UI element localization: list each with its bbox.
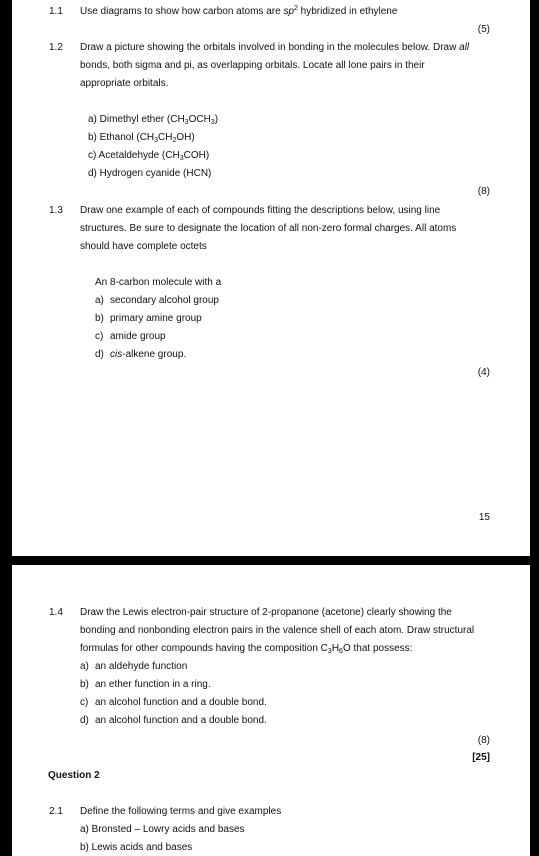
list-letter: d) [80,715,89,726]
question-number: 1.2 [49,42,63,53]
list-letter: a) [80,661,89,672]
page-number: 15 [478,512,490,523]
list-item: d) Hydrogen cyanide (HCN) [88,168,212,179]
list-item: b) Ethanol $(CH_3CH_2OH)$ [88,132,195,144]
question-text: appropriate orbitals. [80,78,169,89]
marks: (8) [477,186,490,197]
list-item: an alcohol function and a double bond. [95,715,267,726]
list-item: secondary alcohol group [110,295,219,306]
marks: (8) [477,735,490,746]
question-text: Draw the Lewis electron-pair structure of 2-propanone (acetone) clearly showing the [80,607,452,618]
question-text: Define the following terms and give examples [80,806,282,817]
list-item: c) Acetaldehyde $(CH_3COH)$ [88,150,210,162]
question-text: Draw a picture showing the orbitals involved in bonding in the molecules below. Draw all [80,42,470,53]
list-letter: d) [95,349,104,360]
question-text: Draw one example of each of compounds fitting the descriptions below, using line [80,205,441,216]
list-item: b) Lewis acids and bases [80,842,193,853]
total-marks: [25] [472,752,490,763]
list-item: an ether function in a ring. [95,679,211,690]
list-item: a) Dimethyl ether $(CH_3OCH_3)$ [88,114,219,126]
marks: (5) [477,24,490,35]
list-item: cis-alkene group. [110,349,187,360]
list-letter: a) [95,295,104,306]
document-page-1 [12,0,530,556]
list-letter: c) [80,697,89,708]
question-text: formulas for other compounds having the composition $C_3H_6O$ that possess: [80,643,413,655]
list-item: an aldehyde function [95,661,188,672]
list-item: an alcohol function and a double bond. [95,697,267,708]
question-text: bonding and nonbonding electron pairs in the valence shell of each atom. Draw structural [80,625,475,636]
section-heading: Question 2 [48,770,100,781]
list-intro: An 8-carbon molecule with a [95,277,222,288]
list-letter: c) [95,331,104,342]
question-number: 1.3 [49,205,63,216]
question-text: Use diagrams to show how carbon atoms are $sp^2$ hybridized in ethylene [80,5,398,17]
marks: (4) [477,367,490,378]
list-item: primary amine group [110,313,202,324]
question-text: structures. Be sure to designate the location of all non-zero formal charges. All atoms [80,223,457,234]
question-number: 2.1 [49,806,63,817]
question-number: 1.1 [49,6,63,17]
list-item: a) Bronsted – Lowry acids and bases [80,824,245,835]
list-letter: b) [80,679,89,690]
list-letter: b) [95,313,104,324]
list-item: amide group [110,331,166,342]
question-text: bonds, both sigma and pi, as overlapping orbitals. Locate all lone pairs in their [80,60,425,71]
question-text: should have complete octets [80,241,207,252]
question-number: 1.4 [49,607,63,618]
document-page-2 [12,565,530,856]
